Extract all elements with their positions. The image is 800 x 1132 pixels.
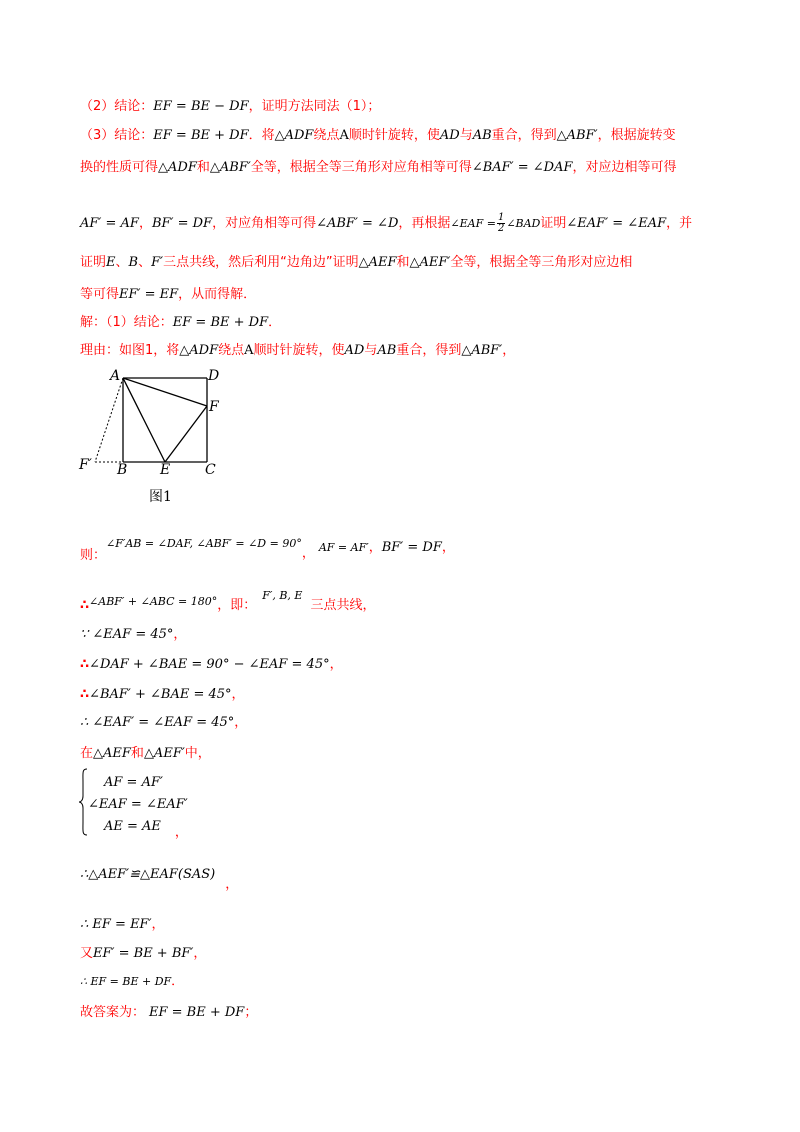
math: EF = BE + DF bbox=[149, 1005, 245, 1020]
text: 绕点 bbox=[313, 128, 340, 143]
line-conclusion-2 bbox=[80, 98, 380, 116]
math: △AEF′ bbox=[409, 255, 451, 270]
text: ， bbox=[329, 657, 343, 672]
math: ∵ ∠EAF = 45° bbox=[80, 627, 174, 642]
point-label-E: E bbox=[160, 462, 171, 478]
line-congruence bbox=[80, 866, 238, 894]
math: BF′ = DF bbox=[381, 540, 442, 555]
point-label-A: A bbox=[110, 368, 121, 384]
text: ． bbox=[171, 974, 185, 989]
text: 又 bbox=[80, 946, 94, 961]
line-in-triangles bbox=[80, 745, 211, 763]
text: ． bbox=[268, 315, 282, 330]
text: 三点共线，然后利用“边角边”证明 bbox=[163, 255, 359, 270]
text: ， bbox=[173, 627, 187, 642]
math: B bbox=[128, 255, 139, 270]
text: 与 bbox=[459, 128, 473, 143]
text: 与 bbox=[364, 343, 378, 358]
math: AB bbox=[472, 128, 492, 143]
text: 重合，得到 bbox=[491, 128, 557, 143]
line-answer bbox=[80, 1004, 257, 1022]
system-eq-1 bbox=[104, 774, 163, 792]
text: 全等，根据全等三角形对应角相等可得 bbox=[250, 160, 472, 175]
text: 证明 bbox=[80, 255, 107, 270]
text: 、 bbox=[115, 255, 129, 270]
line-also bbox=[80, 945, 206, 963]
math: ∴ EF = EF′ bbox=[80, 917, 152, 932]
math: EF′ = BE + BF′ bbox=[93, 946, 194, 961]
text: ； bbox=[244, 1005, 258, 1020]
text: ∴ bbox=[80, 687, 90, 702]
text: （3）结论： bbox=[80, 128, 154, 143]
text: ， bbox=[138, 216, 152, 231]
math: A bbox=[339, 128, 349, 143]
text: ，从而得解． bbox=[178, 287, 257, 302]
line-angle-equal bbox=[80, 714, 247, 732]
math: EF = BE − DF bbox=[153, 99, 249, 114]
math: △ABF′ bbox=[461, 343, 503, 358]
math: △AEF′ bbox=[143, 746, 185, 761]
math: BF′ = DF bbox=[151, 216, 213, 231]
math: ∠DAF + ∠BAE = 90° − ∠EAF = 45° bbox=[89, 657, 330, 672]
math: △ADF bbox=[158, 160, 197, 175]
math: EF = BE + DF bbox=[153, 128, 249, 143]
point-label-D: D bbox=[208, 368, 220, 384]
math: EF = BE + DF bbox=[172, 315, 269, 330]
text: ， bbox=[225, 877, 239, 892]
text: ， bbox=[231, 687, 245, 702]
text: 、 bbox=[138, 255, 152, 270]
math: ∠ABF′ + ∠ABC = 180° bbox=[89, 595, 218, 608]
fraction-denominator: 2 bbox=[497, 223, 505, 234]
math: ∠ABF′ = ∠D bbox=[316, 216, 399, 231]
math: ∴ ∠EAF′ = ∠EAF = 45° bbox=[80, 715, 235, 730]
line-corresponding-sides bbox=[80, 212, 692, 236]
math: ∠EAF = bbox=[450, 217, 496, 230]
math: ∴△AEF′≌△EAF(SAS) bbox=[80, 867, 216, 882]
text: 重合，得到 bbox=[396, 343, 462, 358]
text: 理由：如图1，将 bbox=[80, 343, 180, 358]
point-label-F-prime: F′ bbox=[79, 457, 92, 473]
math: ∠BAF′ + ∠BAE = 45° bbox=[89, 687, 232, 702]
fraction bbox=[497, 213, 505, 234]
text: 绕点 bbox=[218, 343, 245, 358]
math: △AEF bbox=[358, 255, 397, 270]
text: ，对应边相等可得 bbox=[572, 160, 677, 175]
text: 在 bbox=[80, 746, 94, 761]
line-conclusion-3 bbox=[80, 127, 676, 145]
text: 换的性质可得 bbox=[80, 160, 159, 175]
math: F′, B, E bbox=[262, 589, 303, 602]
line-therefore-result bbox=[80, 973, 184, 991]
text: 全等，根据全等三角形对应边相 bbox=[450, 255, 633, 270]
math: A bbox=[244, 343, 254, 358]
math: AB bbox=[377, 343, 397, 358]
system-brace bbox=[78, 768, 88, 836]
point-label-C: C bbox=[205, 462, 216, 478]
text: ， bbox=[174, 825, 188, 840]
system-eq-3 bbox=[104, 818, 188, 842]
math: △ABF′ bbox=[209, 160, 251, 175]
text: ， bbox=[441, 540, 455, 555]
text: 证明 bbox=[540, 216, 567, 231]
text: 顺时针旋转，使 bbox=[253, 343, 345, 358]
text: 顺时针旋转，使 bbox=[348, 128, 440, 143]
math: ∠EAF = ∠EAF′ bbox=[88, 797, 188, 812]
figure-caption: 图1 bbox=[149, 489, 172, 505]
line-then bbox=[80, 530, 455, 570]
line-reason bbox=[80, 342, 515, 360]
line-angle-sum bbox=[80, 656, 343, 674]
line-collinear bbox=[80, 254, 632, 272]
math: AF = AF′ bbox=[318, 541, 369, 554]
math: △ADF bbox=[179, 343, 219, 358]
math: F′ bbox=[151, 255, 164, 270]
text: ，即： bbox=[217, 598, 257, 613]
text: ， bbox=[193, 946, 207, 961]
line-solution-1 bbox=[80, 314, 281, 332]
text: ，并 bbox=[666, 216, 693, 231]
text: ∴ bbox=[80, 657, 90, 672]
segment-AF-prime bbox=[95, 378, 123, 462]
text: ．将 bbox=[248, 128, 275, 143]
math: AE = AE bbox=[104, 819, 161, 834]
math: ∴ EF = BE + DF bbox=[80, 975, 172, 988]
fraction-numerator: 1 bbox=[497, 212, 505, 223]
math: ∠EAF′ = ∠EAF bbox=[566, 216, 667, 231]
line-angle-sum-2 bbox=[80, 686, 245, 704]
math: △ADF bbox=[274, 128, 314, 143]
line-because bbox=[80, 626, 186, 644]
point-label-F: F bbox=[209, 399, 219, 415]
math: EF′ = EF bbox=[119, 287, 179, 302]
text: 和 bbox=[196, 160, 210, 175]
brace-path bbox=[79, 769, 87, 835]
text: ， bbox=[368, 540, 382, 555]
text: （2）结论： bbox=[80, 99, 154, 114]
text: 和 bbox=[130, 746, 144, 761]
text: ，再根据 bbox=[398, 216, 451, 231]
segment-EF bbox=[165, 406, 207, 462]
text: ∴ bbox=[80, 598, 90, 613]
math: AF′ = AF bbox=[80, 216, 139, 231]
text: ， bbox=[301, 546, 315, 561]
math: AD bbox=[344, 343, 365, 358]
text: ，证明方法同法（1）； bbox=[248, 99, 381, 114]
text: 故答案为： bbox=[80, 1005, 146, 1020]
text: ， bbox=[151, 917, 165, 932]
math: AD bbox=[439, 128, 460, 143]
math: E bbox=[106, 255, 116, 270]
text: 解：（1）结论： bbox=[80, 315, 173, 330]
text: 等可得 bbox=[80, 287, 120, 302]
text: 和 bbox=[396, 255, 410, 270]
text: ， bbox=[502, 343, 516, 358]
text: ， bbox=[234, 715, 248, 730]
math: ∠F′AB = ∠DAF, ∠ABF′ = ∠D = 90° bbox=[106, 537, 302, 550]
line-therefore-collinear bbox=[80, 582, 375, 620]
text: 则： bbox=[80, 548, 107, 563]
text: 三点共线， bbox=[310, 598, 376, 613]
system-eq-2 bbox=[88, 796, 188, 814]
line-rotation-property bbox=[80, 159, 677, 177]
math: AF = AF′ bbox=[104, 775, 163, 790]
segment-AE bbox=[123, 378, 165, 462]
math: △AEF bbox=[93, 746, 131, 761]
math: ∠BAD bbox=[506, 217, 541, 230]
point-label-B: B bbox=[117, 462, 128, 478]
line-ef-equal bbox=[80, 916, 165, 934]
text: ，根据旋转变 bbox=[597, 128, 676, 143]
line-conclusion-hint bbox=[80, 286, 256, 304]
math: △ABF′ bbox=[556, 128, 598, 143]
text: ，对应角相等可得 bbox=[212, 216, 317, 231]
text: 中， bbox=[184, 746, 211, 761]
math: ∠BAF′ = ∠DAF bbox=[471, 160, 573, 175]
